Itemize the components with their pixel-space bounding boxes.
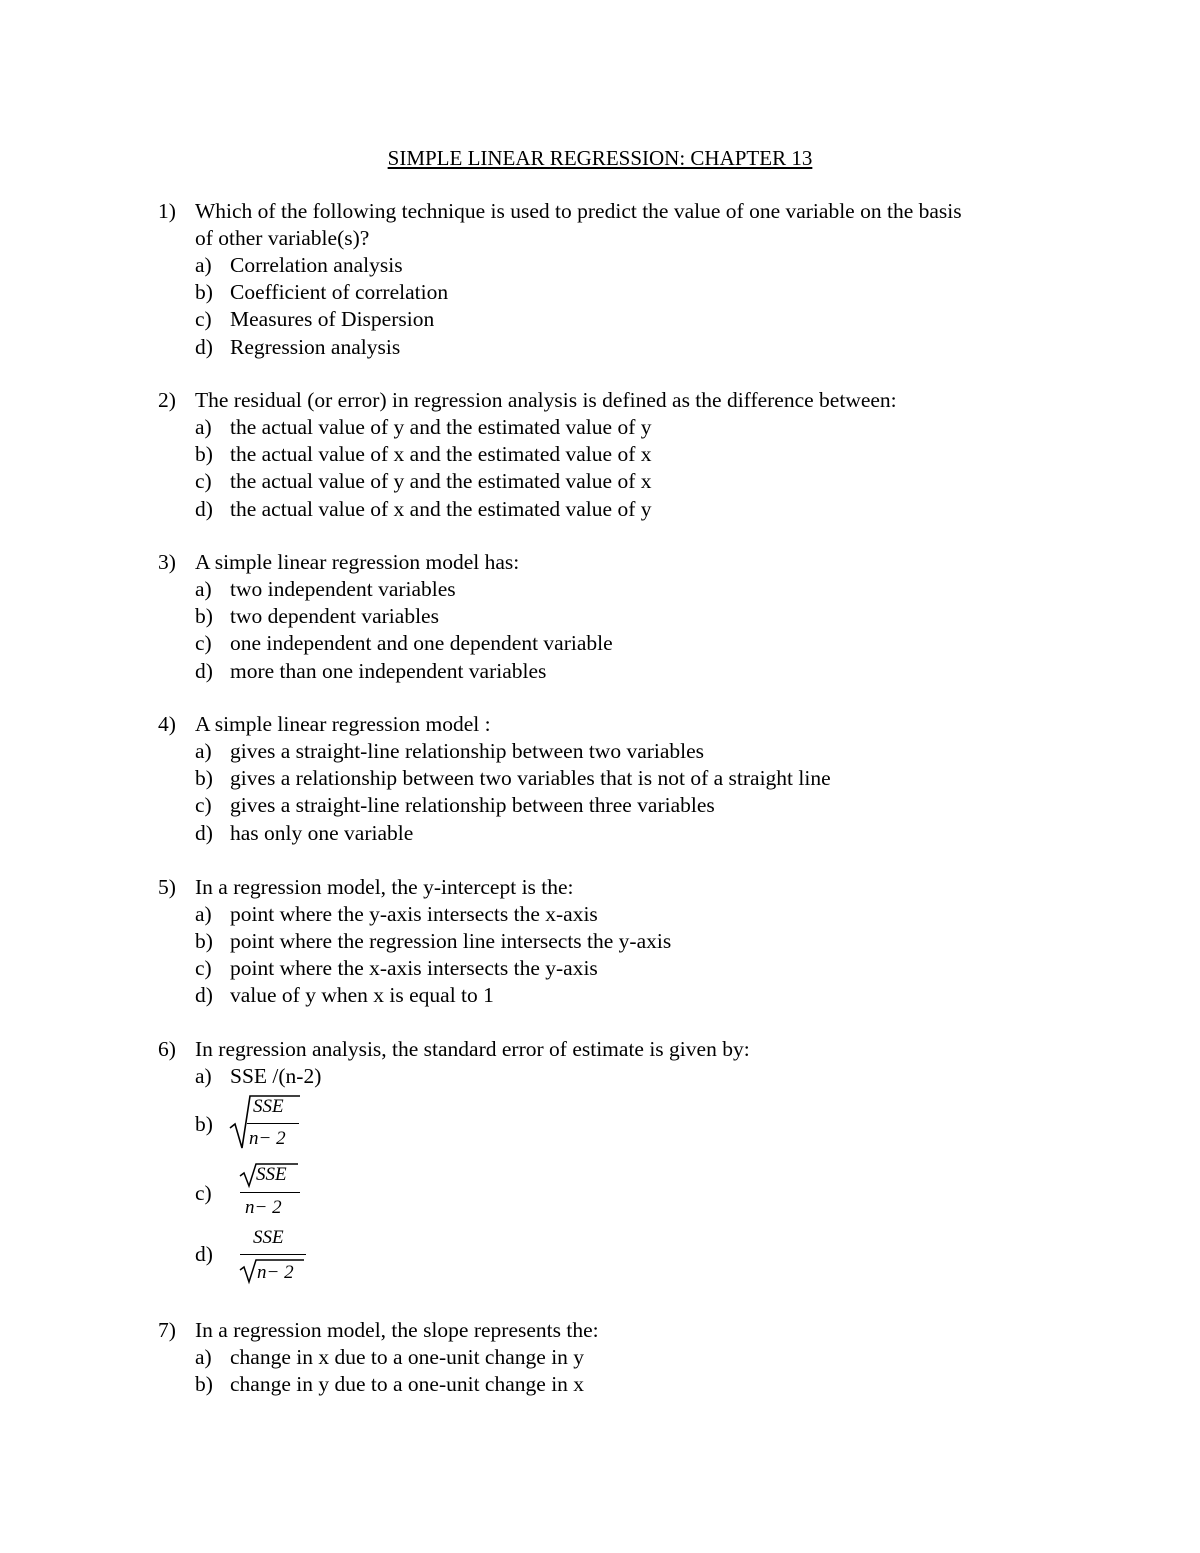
question-number: 4) xyxy=(158,712,176,736)
question-number: 5) xyxy=(158,875,176,899)
fraction-numerator: SSE xyxy=(256,1164,287,1185)
option-label: b) xyxy=(195,1372,213,1396)
option-label: d) xyxy=(195,497,213,521)
option-text: Correlation analysis xyxy=(230,253,403,277)
option-text: one independent and one dependent variable xyxy=(230,631,613,655)
fraction-bar xyxy=(240,1254,306,1255)
option-label: b) xyxy=(195,442,213,466)
option-text: change in x due to a one-unit change in y xyxy=(230,1345,585,1369)
option-label: c) xyxy=(195,1181,212,1205)
option-label: d) xyxy=(195,659,213,683)
question-number: 3) xyxy=(158,550,176,574)
option-label: d) xyxy=(195,983,213,1007)
option-label: d) xyxy=(195,335,213,359)
option-label: a) xyxy=(195,739,212,763)
option-label: b) xyxy=(195,604,213,628)
option-text: gives a straight-line relationship between three variables xyxy=(230,793,715,817)
option-label: d) xyxy=(195,821,213,845)
question-number: 1) xyxy=(158,199,176,223)
option-text: SSE /(n-2) xyxy=(230,1064,322,1088)
option-text: two independent variables xyxy=(230,577,456,601)
option-label: c) xyxy=(195,956,212,980)
option-label: a) xyxy=(195,253,212,277)
option-text: point where the y-axis intersects the x-axis xyxy=(230,902,598,926)
option-label: c) xyxy=(195,631,212,655)
fraction-denominator: n− 2 xyxy=(245,1197,282,1218)
option-label: a) xyxy=(195,1064,212,1088)
option-text: Coefficient of correlation xyxy=(230,280,449,304)
option-text: the actual value of y and the estimated value of x xyxy=(230,469,652,493)
fraction-numerator: SSE xyxy=(253,1227,284,1248)
option-text: point where the x-axis intersects the y-axis xyxy=(230,956,598,980)
option-label: b) xyxy=(195,1112,213,1136)
option-text: two dependent variables xyxy=(230,604,439,628)
option-text: Measures of Dispersion xyxy=(230,307,435,331)
fraction-bar xyxy=(247,1123,299,1124)
option-text: has only one variable xyxy=(230,821,414,845)
question-stem-line: In regression analysis, the standard error of estimate is given by: xyxy=(195,1037,750,1061)
question-stem-line: A simple linear regression model has: xyxy=(195,550,520,574)
fraction-denominator-text: n− 2 xyxy=(249,1128,286,1149)
option-text: gives a straight-line relationship between two variables xyxy=(230,739,705,763)
fraction-bar xyxy=(240,1192,300,1193)
option-text: the actual value of x and the estimated value of x xyxy=(230,442,652,466)
option-label: c) xyxy=(195,469,212,493)
question-stem-line: In a regression model, the slope represents the: xyxy=(195,1318,599,1342)
option-text: the actual value of y and the estimated value of y xyxy=(230,415,652,439)
option-text: gives a relationship between two variables that is not of a straight line xyxy=(230,766,831,790)
question-stem-line: Which of the following technique is used to predict the value of one variable on the basis xyxy=(195,199,962,223)
question-number: 6) xyxy=(158,1037,176,1061)
question-stem-line: A simple linear regression model : xyxy=(195,712,491,736)
option-text: Regression analysis xyxy=(230,335,401,359)
option-label: a) xyxy=(195,577,212,601)
option-text: more than one independent variables xyxy=(230,659,547,683)
option-label: c) xyxy=(195,307,212,331)
option-label: a) xyxy=(195,902,212,926)
question-number: 7) xyxy=(158,1318,176,1342)
option-text: the actual value of x and the estimated value of y xyxy=(230,497,652,521)
option-label: a) xyxy=(195,415,212,439)
option-text: change in y due to a one-unit change in x xyxy=(230,1372,585,1396)
fraction-numerator: SSE xyxy=(253,1096,284,1117)
question-stem-line: In a regression model, the y-intercept is the: xyxy=(195,875,574,899)
fraction-denominator xyxy=(249,1128,286,1150)
question-number: 2) xyxy=(158,388,176,412)
option-label: d) xyxy=(195,1242,213,1266)
question-stem-line: of other variable(s)? xyxy=(195,226,370,250)
option-label: b) xyxy=(195,280,213,304)
question-stem-line: The residual (or error) in regression analysis is defined as the difference between: xyxy=(195,388,897,412)
option-label: b) xyxy=(195,766,213,790)
option-label: a) xyxy=(195,1345,212,1369)
option-text: point where the regression line intersects the y-axis xyxy=(230,929,672,953)
option-label: c) xyxy=(195,793,212,817)
option-text: value of y when x is equal to 1 xyxy=(230,983,494,1007)
fraction-denominator: n− 2 xyxy=(257,1262,294,1283)
page-title: SIMPLE LINEAR REGRESSION: CHAPTER 13 xyxy=(387,146,813,170)
option-label: b) xyxy=(195,929,213,953)
